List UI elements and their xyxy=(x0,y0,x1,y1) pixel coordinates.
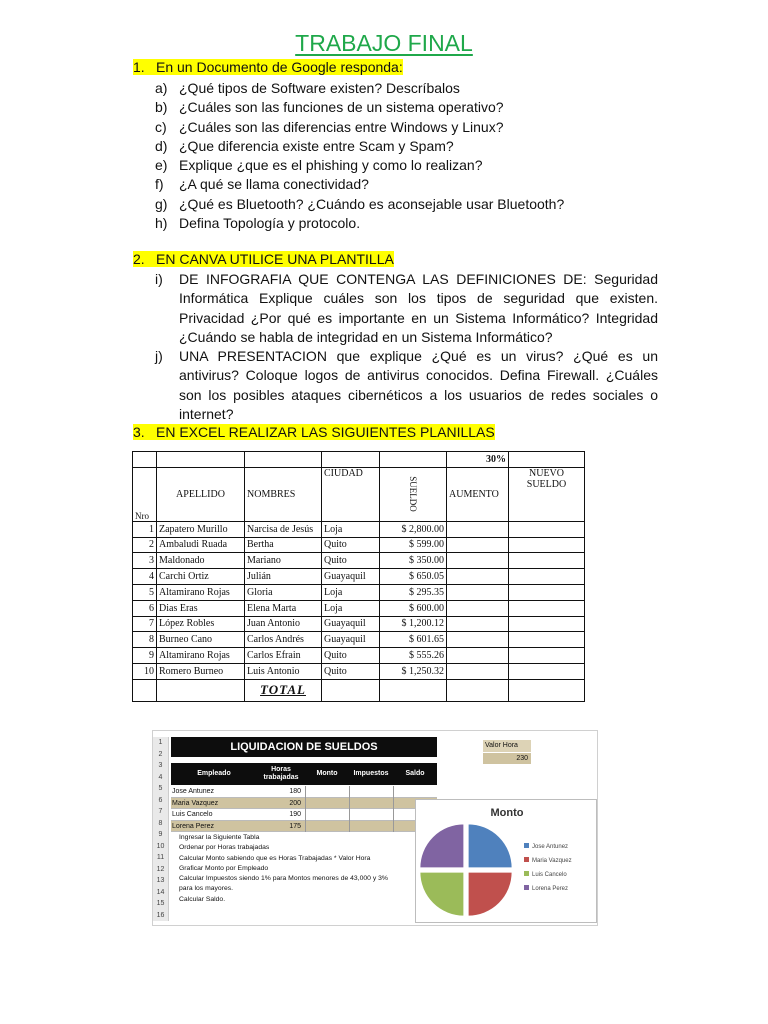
apellido-cell: Romero Burneo xyxy=(157,663,245,679)
row-header: 14 xyxy=(153,887,169,899)
section-heading-text: EN CANVA UTILICE UNA PLANTILLA xyxy=(156,251,394,267)
row-header: 3 xyxy=(153,760,169,772)
row-header: 4 xyxy=(153,772,169,784)
item-text: UNA PRESENTACION que explique ¿Qué es un virus? ¿Qué es un antivirus? Coloque logos de antivirus conocidos. Defina Firewall. ¿Cuáles son los posibles ataques cibernéticos a los usuarios de redes sociales o internet? xyxy=(179,348,658,423)
item-letter: e) xyxy=(155,157,168,174)
nombre-cell: Mariano xyxy=(245,553,322,569)
legend-label: Lorena Perez xyxy=(532,886,569,892)
table-row xyxy=(133,553,585,569)
empty-cell xyxy=(349,798,393,810)
aumento-cell xyxy=(447,616,509,632)
aumento-cell xyxy=(447,537,509,553)
empty-cell xyxy=(349,821,393,833)
apellido-cell: Ambaludi Ruada xyxy=(157,537,245,553)
header-aumento: AUMENTO xyxy=(447,467,509,521)
empleado-cell: Jose Antunez xyxy=(172,788,215,795)
legend-label: Luis Cancelo xyxy=(532,872,567,878)
item-letter: f) xyxy=(155,176,164,193)
percent-cell: 30% xyxy=(447,452,509,468)
section-3-heading xyxy=(133,424,495,440)
row-number: 5 xyxy=(133,584,157,600)
section-1-list xyxy=(155,79,660,233)
apellido-cell: López Robles xyxy=(157,616,245,632)
nuevo-sueldo-cell xyxy=(509,553,585,569)
nombre-cell: Narcisa de Jesús xyxy=(245,521,322,537)
table-row xyxy=(133,584,585,600)
aumento-cell xyxy=(447,632,509,648)
empleado-cell: Luis Cancelo xyxy=(172,811,213,818)
header-apellido: APELLIDO xyxy=(157,467,245,521)
item-letter: d) xyxy=(155,137,168,154)
ciudad-cell: Loja xyxy=(322,521,380,537)
table-row xyxy=(133,632,585,648)
sueldo-cell: $ 350.00 xyxy=(380,553,447,569)
row-number: 8 xyxy=(133,632,157,648)
list-item xyxy=(155,98,660,117)
list-item xyxy=(155,175,660,194)
instruction-line: Ingresar la Siguiente Tabla xyxy=(179,834,260,841)
salary-table xyxy=(132,451,584,705)
pie-chart xyxy=(415,799,597,923)
section-heading-text: EN EXCEL REALIZAR LAS SIGUIENTES PLANILLAS xyxy=(156,424,495,440)
row-number: 9 xyxy=(133,648,157,664)
item-letter: g) xyxy=(155,195,168,212)
aumento-cell xyxy=(447,569,509,585)
column-header: Saldo xyxy=(405,770,425,777)
row-number: 10 xyxy=(133,663,157,679)
nuevo-sueldo-cell xyxy=(509,648,585,664)
legend-label: Jose Antunez xyxy=(532,844,569,850)
empty-cell xyxy=(393,786,437,798)
section-2-heading xyxy=(133,251,394,267)
table-row xyxy=(133,521,585,537)
row-number: 7 xyxy=(133,616,157,632)
item-letter: a) xyxy=(155,80,168,96)
instruction-line: Calcular Saldo. xyxy=(179,895,226,903)
horas-cell: 180 xyxy=(289,788,301,795)
list-item xyxy=(155,118,660,137)
ciudad-cell: Guayaquil xyxy=(322,616,380,632)
row-header: 5 xyxy=(153,783,169,795)
apellido-cell: Carchi Ortiz xyxy=(157,569,245,585)
sueldo-cell: $ 1,250.32 xyxy=(380,663,447,679)
instructions-box xyxy=(173,833,413,913)
row-header: 2 xyxy=(153,749,169,761)
row-header: 13 xyxy=(153,875,169,887)
apellido-cell: Altamirano Rojas xyxy=(157,584,245,600)
list-item xyxy=(155,270,658,347)
total-label: TOTAL xyxy=(245,679,322,701)
pie-slice xyxy=(420,824,464,868)
section-1-heading xyxy=(133,59,403,75)
section-number: 1. xyxy=(133,59,145,75)
table-row xyxy=(133,600,585,616)
legend-swatch xyxy=(524,885,529,890)
sueldo-cell: $ 600.00 xyxy=(380,600,447,616)
row-header: 11 xyxy=(153,852,169,864)
sueldo-cell: $ 555.26 xyxy=(380,648,447,664)
list-item xyxy=(155,214,660,233)
horas-cell: 190 xyxy=(289,811,301,818)
list-item xyxy=(155,347,658,424)
section-number: 2. xyxy=(133,251,145,267)
item-letter: c) xyxy=(155,118,167,135)
header-ciudad: CIUDAD xyxy=(322,467,380,521)
apellido-cell: Maldonado xyxy=(157,553,245,569)
ciudad-cell: Guayaquil xyxy=(322,569,380,585)
nuevo-sueldo-cell xyxy=(509,632,585,648)
row-header: 6 xyxy=(153,795,169,807)
sheet-title: LIQUIDACION DE SUELDOS xyxy=(171,737,437,757)
instruction-line: Ordenar por Horas trabajadas xyxy=(179,844,270,852)
row-header: 15 xyxy=(153,898,169,910)
nuevo-sueldo-cell xyxy=(509,584,585,600)
row-header: 9 xyxy=(153,829,169,841)
row-number: 4 xyxy=(133,569,157,585)
nuevo-sueldo-cell xyxy=(509,600,585,616)
empleado-cell: Maria Vazquez xyxy=(172,799,219,807)
empty-cell xyxy=(305,809,349,821)
valor-hora-label: Valor Hora xyxy=(483,740,531,752)
row-number: 1 xyxy=(133,521,157,537)
item-letter: b) xyxy=(155,99,168,116)
item-text: ¿A qué se llama conectividad? xyxy=(179,176,369,193)
sueldo-cell: $ 2,800.00 xyxy=(380,521,447,537)
header-sueldo: SUELDO xyxy=(380,467,447,521)
list-item xyxy=(155,79,660,98)
instruction-line: Calcular Impuestos siendo 1% para Montos menores de 43,000 y 3% xyxy=(179,875,388,883)
ciudad-cell: Quito xyxy=(322,648,380,664)
aumento-cell xyxy=(447,584,509,600)
item-text: ¿Qué es Bluetooth? ¿Cuándo es aconsejable usar Bluetooth? xyxy=(179,195,565,212)
sueldo-cell: $ 650.05 xyxy=(380,569,447,585)
table-row xyxy=(133,616,585,632)
row-header: 10 xyxy=(153,841,169,853)
pie-slice xyxy=(420,872,464,916)
sueldo-cell: $ 599.00 xyxy=(380,537,447,553)
empty-cell xyxy=(349,786,393,798)
nuevo-sueldo-cell xyxy=(509,569,585,585)
empty-cell xyxy=(305,786,349,798)
table-row xyxy=(133,663,585,679)
row-header: 8 xyxy=(153,818,169,830)
empty-cell xyxy=(349,809,393,821)
section-2-list xyxy=(155,270,658,424)
horas-cell: 175 xyxy=(289,822,301,830)
instruction-line: Calcular Monto sabiendo que es Horas Trabajadas * Valor Hora xyxy=(179,854,371,862)
ciudad-cell: Quito xyxy=(322,537,380,553)
nombre-cell: Juan Antonio xyxy=(245,616,322,632)
spreadsheet-screenshot xyxy=(152,730,598,926)
ciudad-cell: Guayaquil xyxy=(322,632,380,648)
item-letter: h) xyxy=(155,215,168,232)
row-number: 3 xyxy=(133,553,157,569)
item-text: ¿Que diferencia existe entre Scam y Spam? xyxy=(179,137,454,154)
row-header: 1 xyxy=(153,737,169,749)
aumento-cell xyxy=(447,648,509,664)
apellido-cell: Dias Eras xyxy=(157,600,245,616)
nombre-cell: Julián xyxy=(245,569,322,585)
nombre-cell: Gloria xyxy=(245,584,322,600)
section-number: 3. xyxy=(133,424,145,440)
nombre-cell: Carlos Efrain xyxy=(245,648,322,664)
legend-label: Maria Vazquez xyxy=(532,858,572,864)
section-heading-text: En un Documento de Google responda: xyxy=(156,59,403,75)
list-item xyxy=(155,195,660,214)
list-item xyxy=(155,156,660,175)
item-text: ¿Cuáles son las diferencias entre Windows y Linux? xyxy=(179,118,504,135)
column-header: Empleado xyxy=(197,770,231,777)
item-text: Explique ¿que es el phishing y como lo realizan? xyxy=(179,157,483,174)
chart-title: Monto xyxy=(490,807,524,819)
ciudad-cell: Loja xyxy=(322,584,380,600)
item-text: ¿Cuáles son las funciones de un sistema operativo? xyxy=(179,99,504,116)
item-letter: i) xyxy=(155,271,163,287)
table-row xyxy=(133,648,585,664)
nuevo-sueldo-cell xyxy=(509,616,585,632)
table-row xyxy=(133,569,585,585)
sueldo-cell: $ 601.65 xyxy=(380,632,447,648)
sueldo-cell: $ 295.35 xyxy=(380,584,447,600)
row-header: 16 xyxy=(153,910,169,922)
legend-swatch xyxy=(524,857,529,862)
nuevo-sueldo-cell xyxy=(509,663,585,679)
item-letter: j) xyxy=(155,348,163,365)
nombre-cell: Bertha xyxy=(245,537,322,553)
list-item xyxy=(155,137,660,156)
nombre-cell: Luis Antonio xyxy=(245,663,322,679)
instruction-line: Graficar Monto por Empleado xyxy=(179,864,269,872)
salary-table-grid xyxy=(132,451,585,702)
ciudad-cell: Quito xyxy=(322,663,380,679)
aumento-cell xyxy=(447,553,509,569)
column-header: Impuestos xyxy=(353,770,389,777)
sueldo-cell: $ 1,200.12 xyxy=(380,616,447,632)
row-header: 7 xyxy=(153,806,169,818)
pie-chart-svg xyxy=(416,800,598,924)
nuevo-sueldo-cell xyxy=(509,537,585,553)
aumento-cell xyxy=(447,521,509,537)
instruction-line: para los mayores. xyxy=(179,885,234,893)
item-text: ¿Qué tipos de Software existen? Descríbalos xyxy=(179,80,460,96)
table-row xyxy=(133,537,585,553)
column-header: Monto xyxy=(316,770,338,777)
row-number: 2 xyxy=(133,537,157,553)
legend-swatch xyxy=(524,871,529,876)
nombre-cell: Elena Marta xyxy=(245,600,322,616)
row-header: 12 xyxy=(153,864,169,876)
apellido-cell: Zapatero Murillo xyxy=(157,521,245,537)
valor-hora-value: 230 xyxy=(483,753,531,764)
nombre-cell: Carlos Andrés xyxy=(245,632,322,648)
apellido-cell: Burneo Cano xyxy=(157,632,245,648)
empleado-cell: Lorena Perez xyxy=(172,822,215,830)
aumento-cell xyxy=(447,600,509,616)
pie-slice xyxy=(468,824,512,868)
ciudad-cell: Loja xyxy=(322,600,380,616)
aumento-cell xyxy=(447,663,509,679)
header-nro: Nro xyxy=(133,467,157,521)
page-title: TRABAJO FINAL xyxy=(295,30,473,56)
empty-cell xyxy=(305,798,349,810)
legend-swatch xyxy=(524,843,529,848)
pie-slice xyxy=(468,872,512,916)
header-nuevo-sueldo: NUEVO SUELDO xyxy=(509,467,585,521)
horas-cell: 200 xyxy=(289,799,301,807)
item-text: Defina Topología y protocolo. xyxy=(179,215,361,232)
nuevo-sueldo-cell xyxy=(509,521,585,537)
ciudad-cell: Quito xyxy=(322,553,380,569)
empty-cell xyxy=(305,821,349,833)
row-number: 6 xyxy=(133,600,157,616)
item-text: DE INFOGRAFIA QUE CONTENGA LAS DEFINICIONES DE: Seguridad Informática Explique cuáles son los tipos de seguridad que existen. Privacidad ¿Por qué es importante en un Sistema Informático? Integridad ¿Cuándo se habla de integridad en un Sistema Informático? xyxy=(179,271,658,345)
column-header: Horas trabajadas xyxy=(263,766,299,781)
header-nombres: NOMBRES xyxy=(245,467,322,521)
apellido-cell: Altamirano Rojas xyxy=(157,648,245,664)
